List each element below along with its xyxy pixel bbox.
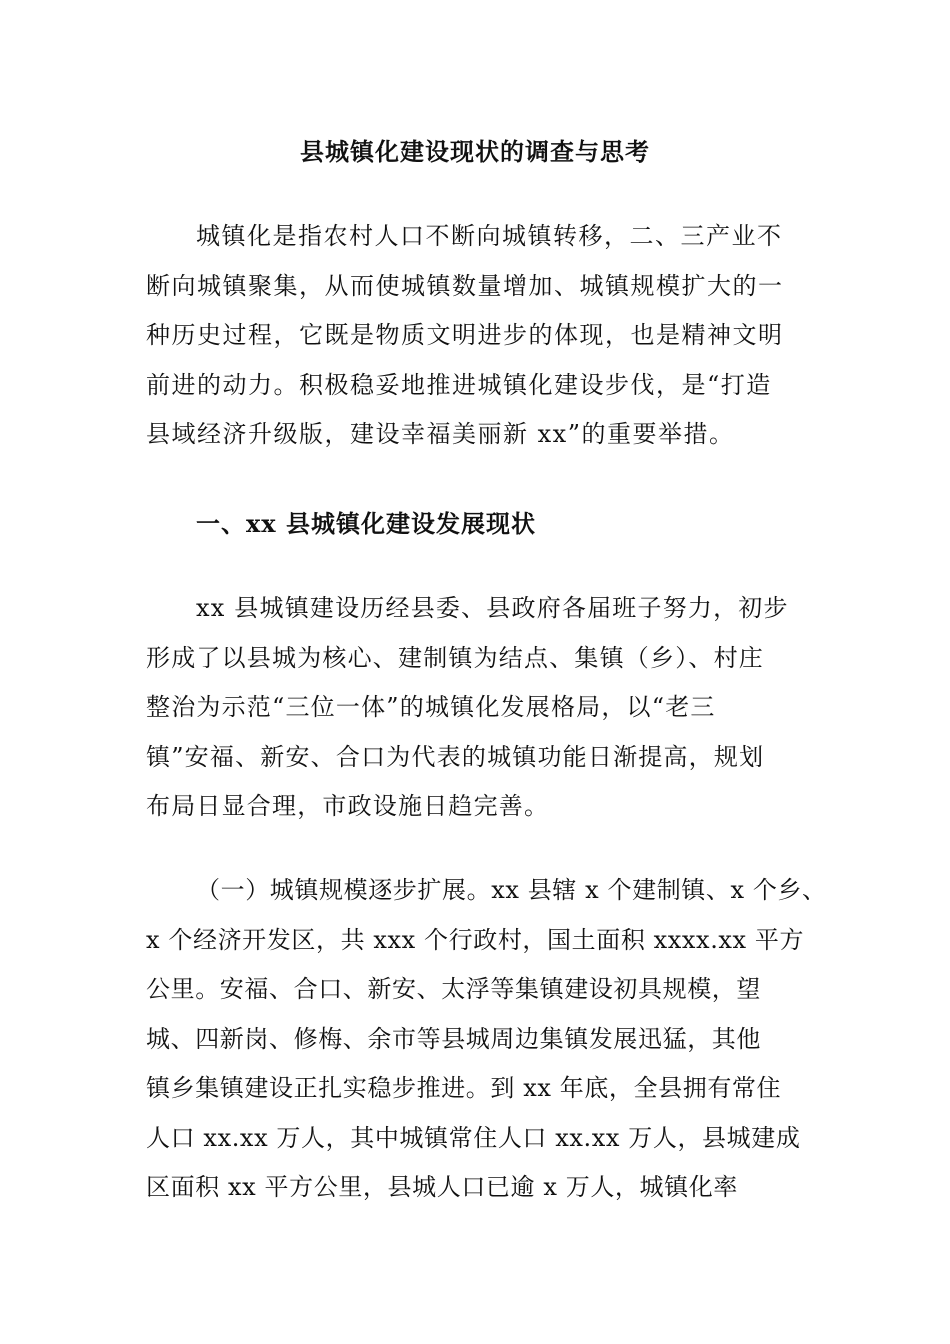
paragraph-line: 布局日显合理，市政设施日趋完善。 [146,792,550,820]
paragraph-line: 前进的动力。积极稳妥地推进城镇化建设步伐，是“打造 [146,370,772,399]
paragraph-line: 镇乡集镇建设正扎实稳步推进。到 xx 年底，全县拥有常住 [146,1074,782,1102]
subsection-paragraph [146,866,846,1213]
paragraph-line: 断向城镇聚集，从而使城镇数量增加、城镇规模扩大的一 [146,271,784,300]
intro-paragraph [146,212,846,460]
paragraph-line: 镇”安福、新安、合口为代表的城镇功能日渐提高，规划 [146,742,765,771]
paragraph-line: 区面积 xx 平方公里，县城人口已逾 x 万人，城镇化率 [146,1173,738,1201]
paragraph-line: 城镇化是指农村人口不断向城镇转移，二、三产业不 [196,222,783,250]
paragraph-line: （一）城镇规模逐步扩展。xx 县辖 x 个建制镇、x 个乡、 [196,876,827,904]
paragraph-line: 公里。安福、合口、新安、太浮等集镇建设初具规模，望 [146,975,761,1003]
paragraph-line: 种历史过程，它既是物质文明进步的体现，也是精神文明 [146,321,784,349]
section-heading: 一、xx 县城镇化建设发展现状 [196,509,536,538]
paragraph-line: 人口 xx.xx 万人，其中城镇常住人口 xx.xx 万人，县城建成 [146,1123,801,1152]
paragraph-line: 整治为示范“三位一体”的城镇化发展格局，以“老三 [146,693,716,721]
paragraph-line: 县域经济升级版，建设幸福美丽新 xx”的重要举措。 [146,420,735,448]
paragraph-line: x 个经济开发区，共 xxx 个行政村，国土面积 xxxx.xx 平方 [146,925,805,954]
paragraph-line: xx 县城镇建设历经县委、县政府各届班子努力，初步 [196,594,789,622]
section-intro-paragraph [146,584,846,832]
paragraph-line: 城、四新岗、修梅、余市等县城周边集镇发展迅猛，其他 [146,1024,761,1053]
document-title: 县城镇化建设现状的调查与思考 [300,137,650,166]
paragraph-line: 形成了以县城为核心、建制镇为结点、集镇（乡）、村庄 [146,643,764,672]
